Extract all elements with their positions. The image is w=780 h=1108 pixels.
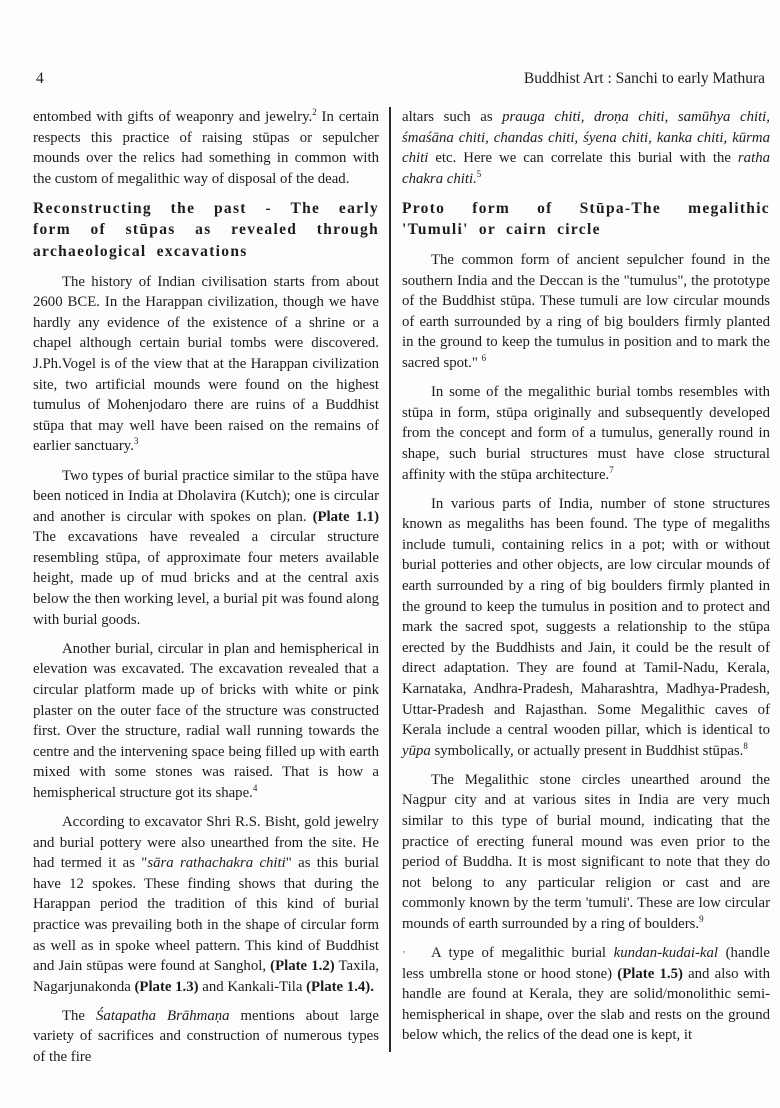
text-run: (Plate 1.5) (617, 965, 683, 982)
footnote-reference: 6 (481, 353, 487, 364)
text-run: (Plate 1.3) (134, 978, 199, 995)
text-run: Another burial, circular in plan and hemispherical in elevation was excavated. The excavation revealed that a circular platform made up of bricks with white or pink plaster on the outer face of the structure was constructed first. Over the structure, radial wall running towards the centre and the intervening space being filled up with earth mixed with some stones was raised. That is how a hemispherical structure got its shape. (33, 640, 379, 801)
text-run: Taxila, Nagarjunakonda (33, 958, 379, 995)
text-columns (33, 107, 770, 1076)
text-run: and Kankali-Tila (198, 978, 307, 995)
text-run: (Plate 1.4). (306, 978, 374, 995)
text-run: Proto form of Stūpa-The megalithic 'Tumuli' or cairn circle (402, 199, 770, 239)
text-run: (Plate 1.2) (270, 958, 335, 975)
paragraph (33, 812, 379, 997)
paragraph (33, 107, 379, 189)
paragraph (33, 1006, 379, 1068)
paragraph (33, 272, 379, 457)
footnote-reference: 7 (609, 464, 614, 475)
footnote-reference: 3 (133, 436, 139, 447)
text-run: (handle less umbrella stone or hood stone) (402, 945, 770, 982)
paragraph (402, 382, 770, 485)
text-run: entombed with gifts of weaponry and jewelry. (33, 109, 313, 125)
paragraph (402, 943, 770, 1046)
left-column (33, 107, 379, 1076)
running-title: Buddhist Art : Sanchi to early Mathura (523, 70, 765, 87)
page-number: 4 (36, 70, 44, 87)
text-run: ratha chakra chiti. (402, 150, 770, 187)
text-run: The history of Indian civilisation starts from about 2600 BCE. In the Harappan civilization, though we have hardly any evidence of the existence of a shrine or a chapel although certain burial tombs were discovered. J.Ph.Vogel is of the view that at the Harappan civilization site, two artificial mounds were found on the highest tumulus of Mohenjodaro there are ruins of a Buddhist stūpa that may well have been raised on the remains of earlier sanctuary. (33, 273, 379, 455)
text-run: In certain respects this practice of raising stūpas or sepulcher mounds over the relics had something in common with the custom of megalithic way of disposal of the dead. (33, 109, 379, 187)
text-run: symbolically, or actually present in Buddhist stūpas. (430, 742, 744, 759)
text-run: Śatapatha Brāhmaṇa (96, 1007, 230, 1024)
text-run: Two types of burial practice similar to the stūpa have been noticed in India at Dholavira (Kutch); one is circular and another is circular with spokes on plan. (33, 467, 379, 525)
text-run: mentions about large variety of sacrifices and construction of numerous types of the fire (33, 1007, 379, 1066)
text-run: The excavations have revealed a circular structure resembling stūpa, of approximate four meters available height, made up of mud bricks and at the central axis below the then working level, a burial pit was found along with burial goods. (33, 529, 379, 628)
footnote-reference: 2 (312, 107, 317, 118)
text-run: In various parts of India, number of stone structures known as megaliths has been found. The type of megaliths include tumuli, containing relics in a pot; with or without burial potteries and other objects, are low circular mounds of earth surrounded by a ring of big boulders firmly planted in the ground to keep the tumulus in position and to protect and mark the sacred spot, suggests a relationship to the stūpa erected by the Buddhists and Jain, it could be the result of direct adaptation. They are found at Tamil-Nadu, Kerala, Karnataka, Andhra-Pradesh, Maharashtra, Madhya-Pradesh, Uttar-Pradesh and Rajasthan. Some Megalithic caves of Kerala include a central wooden pillar, which is identical to (402, 495, 770, 739)
text-run: A type of megalithic burial (431, 945, 614, 962)
page-header (36, 70, 765, 88)
footnote-reference: 5 (476, 168, 482, 179)
text-run: altars such as (402, 109, 503, 125)
text-run: and also with handle are found at Kerala, they are solid/monolithic semi-hemispherical in shape, over the slab and rests on the ground below which, the relics of the dead one is kept, it (402, 965, 770, 1044)
paragraph (33, 466, 379, 631)
text-run: sāra rathachakra chiti (147, 855, 286, 872)
section-heading (402, 198, 770, 241)
right-column (402, 107, 770, 1055)
paragraph (402, 770, 770, 935)
footnote-reference: 8 (743, 740, 748, 751)
text-run: The Megalithic stone circles unearthed around the Nagpur city and at various sites in India are very much similar to this type of burial mound, indicating that the practice of erecting funeral mound was even prior to the period of Buddha. It is most significant to note that they do not belong to any particular religion or cast and are commonly known by the term 'tumuli'. These are low circular mounds of earth surrounded by a ring of boulders. (402, 771, 770, 932)
column-divider (389, 107, 391, 1052)
text-run: etc. Here we can correlate this burial with the (428, 150, 738, 167)
text-run: The common form of ancient sepulcher found in the southern India and the Deccan is the "tumulus", the prototype of the Buddhist stūpa. These tumuli are low circular mounds of earth surrounded by a ring of big boulders firmly planted in the ground to keep the tumulus in position and to mark the sacred spot." (402, 252, 770, 372)
text-run: yūpa (402, 742, 431, 759)
footnote-reference: 9 (699, 914, 704, 925)
text-run: (Plate 1.1) (312, 508, 380, 525)
paragraph (402, 250, 770, 374)
text-run: kundan-kudai-kal (613, 945, 719, 962)
stray-mark: ' (403, 949, 405, 962)
text-run: Reconstructing the past - The early form of stūpas as revealed through archaeological excavations (33, 199, 379, 261)
text-run: prauga chiti, droṇa chiti, samūhya chiti, śmaśāna chiti, chandas chiti, śyena chiti, kanka chiti, kūrma chiti (402, 109, 770, 167)
paragraph (33, 639, 379, 804)
section-heading (33, 198, 379, 263)
footnote-reference: 4 (252, 782, 258, 793)
paragraph (402, 107, 770, 189)
text-run: In some of the megalithic burial tombs resembles with stūpa in form, stūpa originally and subsequently developed from the concept and form of a tumulus, generally round in shape, such burial structures must have close structural affinity with the stūpa architecture. (402, 384, 770, 483)
paragraph (402, 494, 770, 762)
text-run: The (62, 1007, 97, 1024)
text-run: According to excavator Shri R.S. Bisht, gold jewelry and burial pottery were also unearthed from the site. He had termed it as " (33, 814, 379, 872)
text-run: " as this burial have 12 spokes. These finding shows that during the Harappan period the tradition of this kind of burial practice was prevailing both in the shape of circular form as well as in spoke wheel pattern. This kind of Buddhist and Jain stūpas were found at Sanghol, (33, 855, 379, 975)
